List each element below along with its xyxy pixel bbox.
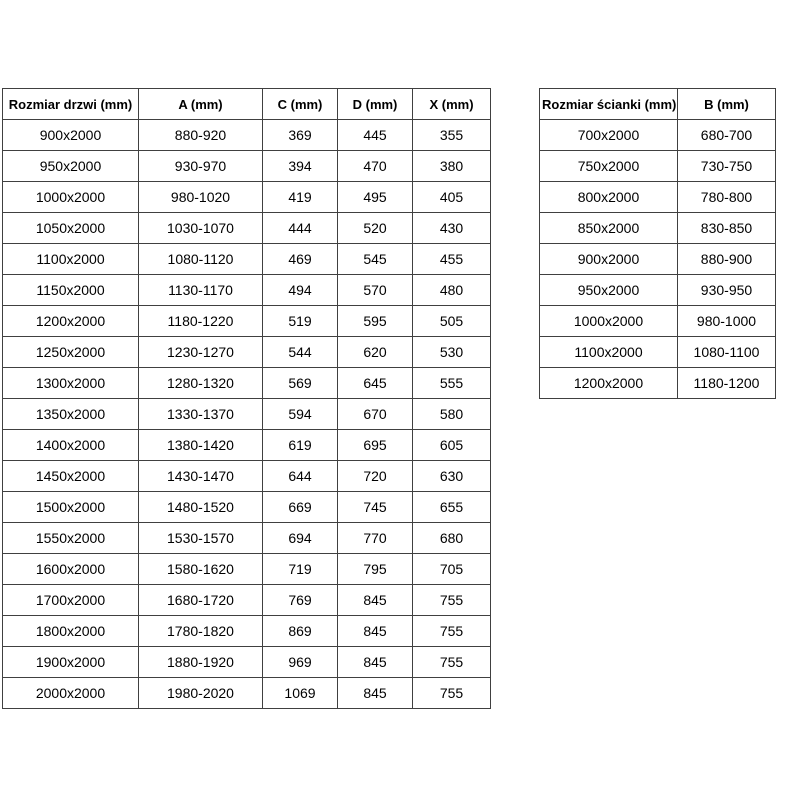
table-cell: 680-700 — [678, 120, 776, 151]
table-row — [540, 275, 776, 306]
table-cell: 1250x2000 — [3, 337, 139, 368]
table-cell: 405 — [413, 182, 491, 213]
table-cell: 980-1020 — [139, 182, 263, 213]
wall-table-body — [540, 120, 776, 399]
table-cell: 655 — [413, 492, 491, 523]
table-cell: 705 — [413, 554, 491, 585]
table-cell: 520 — [338, 213, 413, 244]
table-cell: 869 — [263, 616, 338, 647]
table-cell: 830-850 — [678, 213, 776, 244]
table-cell: 1580-1620 — [139, 554, 263, 585]
table-row — [3, 585, 491, 616]
table-cell: 950x2000 — [3, 151, 139, 182]
table-cell: 1680-1720 — [139, 585, 263, 616]
table-cell: 1330-1370 — [139, 399, 263, 430]
table-cell: 355 — [413, 120, 491, 151]
table-row — [3, 647, 491, 678]
table-row — [3, 244, 491, 275]
column-header: D (mm) — [338, 89, 413, 120]
column-header: X (mm) — [413, 89, 491, 120]
table-cell: 1200x2000 — [540, 368, 678, 399]
table-row — [3, 306, 491, 337]
table-cell: 845 — [338, 585, 413, 616]
table-cell: 1900x2000 — [3, 647, 139, 678]
table-cell: 1700x2000 — [3, 585, 139, 616]
table-cell: 750x2000 — [540, 151, 678, 182]
table-cell: 445 — [338, 120, 413, 151]
table-cell: 444 — [263, 213, 338, 244]
table-row — [3, 554, 491, 585]
table-cell: 544 — [263, 337, 338, 368]
table-row — [3, 182, 491, 213]
table-cell: 1080-1120 — [139, 244, 263, 275]
table-cell: 1600x2000 — [3, 554, 139, 585]
table-cell: 1080-1100 — [678, 337, 776, 368]
wall-table-header-row — [540, 89, 776, 120]
column-header: A (mm) — [139, 89, 263, 120]
table-cell: 1000x2000 — [540, 306, 678, 337]
table-cell: 619 — [263, 430, 338, 461]
wall-size-table — [539, 88, 776, 399]
table-cell: 1050x2000 — [3, 213, 139, 244]
table-row — [540, 213, 776, 244]
table-cell: 580 — [413, 399, 491, 430]
table-cell: 745 — [338, 492, 413, 523]
table-cell: 1800x2000 — [3, 616, 139, 647]
table-cell: 495 — [338, 182, 413, 213]
table-cell: 1380-1420 — [139, 430, 263, 461]
table-cell: 769 — [263, 585, 338, 616]
table-cell: 755 — [413, 678, 491, 709]
column-header: B (mm) — [678, 89, 776, 120]
table-row — [3, 213, 491, 244]
table-cell: 1480-1520 — [139, 492, 263, 523]
table-cell: 880-900 — [678, 244, 776, 275]
table-cell: 1130-1170 — [139, 275, 263, 306]
table-cell: 720 — [338, 461, 413, 492]
table-cell: 530 — [413, 337, 491, 368]
table-cell: 900x2000 — [540, 244, 678, 275]
table-row — [3, 492, 491, 523]
table-row — [3, 430, 491, 461]
door-table-header-row — [3, 89, 491, 120]
table-cell: 695 — [338, 430, 413, 461]
table-cell: 669 — [263, 492, 338, 523]
table-row — [3, 461, 491, 492]
table-cell: 670 — [338, 399, 413, 430]
table-cell: 1500x2000 — [3, 492, 139, 523]
table-cell: 800x2000 — [540, 182, 678, 213]
table-cell: 644 — [263, 461, 338, 492]
table-cell: 1150x2000 — [3, 275, 139, 306]
table-cell: 950x2000 — [540, 275, 678, 306]
table-cell: 1300x2000 — [3, 368, 139, 399]
table-row — [3, 337, 491, 368]
table-cell: 470 — [338, 151, 413, 182]
column-header: Rozmiar ścianki (mm) — [540, 89, 678, 120]
table-row — [540, 368, 776, 399]
table-cell: 545 — [338, 244, 413, 275]
table-cell: 369 — [263, 120, 338, 151]
table-cell: 1069 — [263, 678, 338, 709]
table-cell: 755 — [413, 616, 491, 647]
door-size-table — [2, 88, 491, 709]
table-row — [540, 337, 776, 368]
table-cell: 595 — [338, 306, 413, 337]
table-cell: 1350x2000 — [3, 399, 139, 430]
table-cell: 845 — [338, 678, 413, 709]
table-cell: 419 — [263, 182, 338, 213]
table-cell: 1400x2000 — [3, 430, 139, 461]
table-cell: 1780-1820 — [139, 616, 263, 647]
table-cell: 380 — [413, 151, 491, 182]
table-cell: 1550x2000 — [3, 523, 139, 554]
table-cell: 645 — [338, 368, 413, 399]
table-cell: 795 — [338, 554, 413, 585]
column-header: C (mm) — [263, 89, 338, 120]
table-cell: 1230-1270 — [139, 337, 263, 368]
table-cell: 1280-1320 — [139, 368, 263, 399]
table-cell: 630 — [413, 461, 491, 492]
table-cell: 719 — [263, 554, 338, 585]
table-cell: 755 — [413, 585, 491, 616]
table-cell: 1180-1200 — [678, 368, 776, 399]
table-cell: 969 — [263, 647, 338, 678]
table-row — [3, 275, 491, 306]
table-cell: 1980-2020 — [139, 678, 263, 709]
table-cell: 430 — [413, 213, 491, 244]
table-row — [3, 616, 491, 647]
table-cell: 555 — [413, 368, 491, 399]
table-cell: 505 — [413, 306, 491, 337]
table-row — [3, 678, 491, 709]
table-cell: 780-800 — [678, 182, 776, 213]
table-cell: 1100x2000 — [540, 337, 678, 368]
table-cell: 1200x2000 — [3, 306, 139, 337]
table-cell: 1450x2000 — [3, 461, 139, 492]
table-cell: 519 — [263, 306, 338, 337]
table-row — [3, 399, 491, 430]
table-cell: 494 — [263, 275, 338, 306]
table-cell: 845 — [338, 616, 413, 647]
table-cell: 620 — [338, 337, 413, 368]
table-row — [540, 182, 776, 213]
table-cell: 594 — [263, 399, 338, 430]
table-cell: 850x2000 — [540, 213, 678, 244]
table-cell: 980-1000 — [678, 306, 776, 337]
table-cell: 455 — [413, 244, 491, 275]
table-row — [3, 120, 491, 151]
column-header: Rozmiar drzwi (mm) — [3, 89, 139, 120]
table-row — [3, 523, 491, 554]
table-cell: 394 — [263, 151, 338, 182]
table-cell: 1880-1920 — [139, 647, 263, 678]
table-row — [540, 120, 776, 151]
table-cell: 570 — [338, 275, 413, 306]
table-cell: 1030-1070 — [139, 213, 263, 244]
table-cell: 569 — [263, 368, 338, 399]
table-cell: 694 — [263, 523, 338, 554]
table-cell: 1430-1470 — [139, 461, 263, 492]
table-cell: 770 — [338, 523, 413, 554]
table-row — [540, 244, 776, 275]
table-cell: 469 — [263, 244, 338, 275]
table-cell: 900x2000 — [3, 120, 139, 151]
table-row — [3, 151, 491, 182]
table-cell: 1100x2000 — [3, 244, 139, 275]
table-cell: 755 — [413, 647, 491, 678]
table-cell: 1530-1570 — [139, 523, 263, 554]
table-cell: 880-920 — [139, 120, 263, 151]
door-table-body — [3, 120, 491, 709]
table-cell: 605 — [413, 430, 491, 461]
table-cell: 1180-1220 — [139, 306, 263, 337]
table-cell: 845 — [338, 647, 413, 678]
table-cell: 680 — [413, 523, 491, 554]
table-cell: 2000x2000 — [3, 678, 139, 709]
table-cell: 930-950 — [678, 275, 776, 306]
table-row — [540, 151, 776, 182]
table-cell: 700x2000 — [540, 120, 678, 151]
table-row — [540, 306, 776, 337]
table-row — [3, 368, 491, 399]
table-cell: 480 — [413, 275, 491, 306]
table-cell: 930-970 — [139, 151, 263, 182]
table-cell: 730-750 — [678, 151, 776, 182]
table-cell: 1000x2000 — [3, 182, 139, 213]
